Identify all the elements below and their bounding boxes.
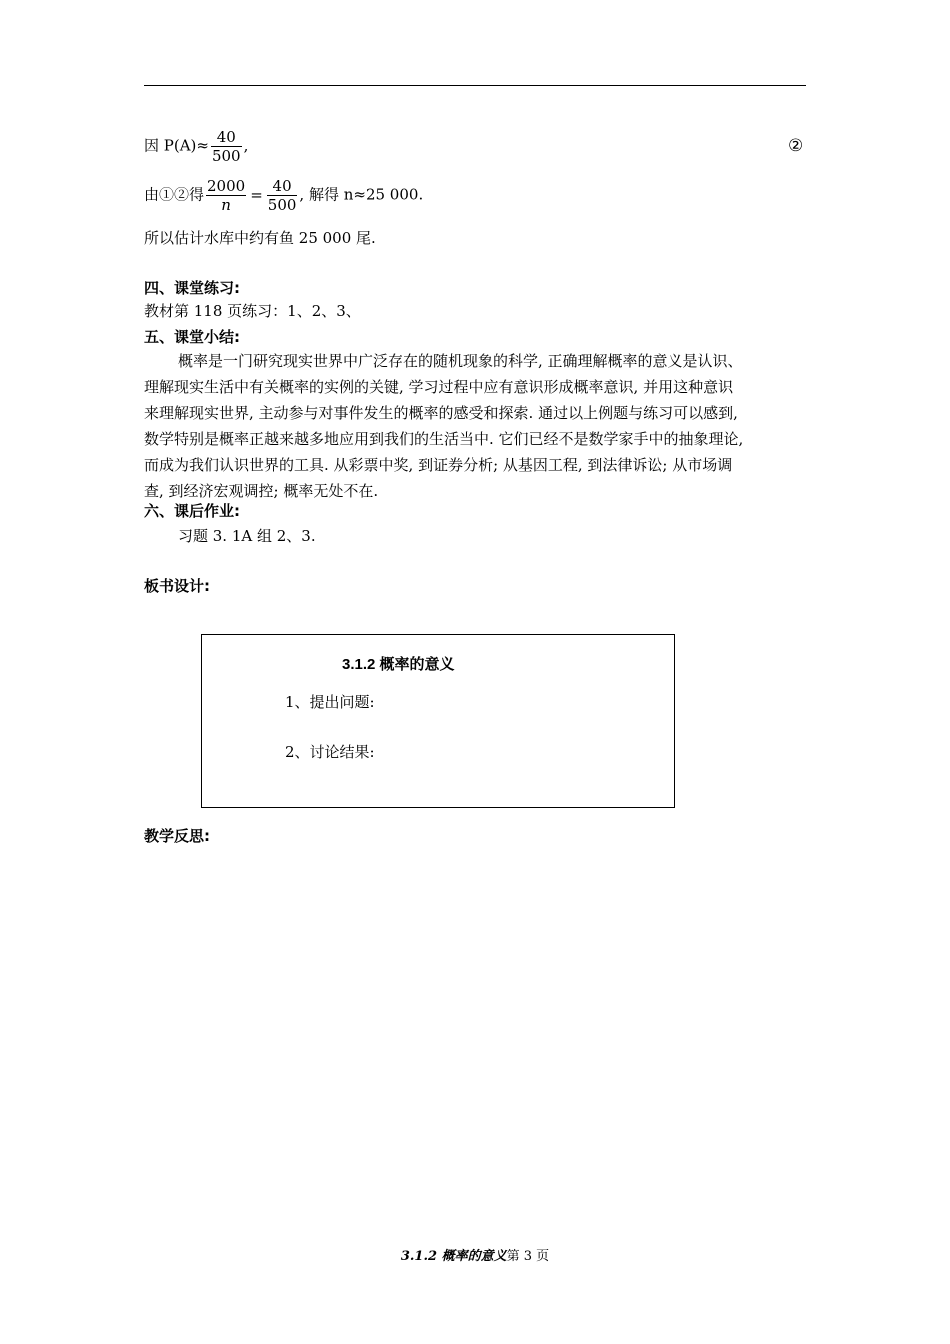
- summary-line: 理解现实生活中有关概率的实例的关键, 学习过程中应有意识形成概率意识, 并用这种意识: [144, 378, 734, 396]
- formula-line-2: [144, 177, 423, 214]
- formula-2-lead: 由①②得: [144, 185, 205, 204]
- summary-line: 而成为我们认识世界的工具. 从彩票中奖, 到证券分析; 从基因工程, 到法律诉讼; 从市场调: [144, 456, 733, 474]
- page-footer: [0, 1245, 950, 1264]
- equation-marker-2: ②: [788, 136, 804, 156]
- header-rule: [144, 85, 806, 86]
- section-4-heading: 四、课堂练习:: [144, 279, 240, 297]
- fraction-40-500: $\frac{40}{500}$: [211, 128, 241, 165]
- footer-page-number: 第 3 页: [506, 1249, 550, 1264]
- homework-text: 习题 3. 1A 组 2、3.: [178, 527, 316, 545]
- fraction-40-500-b: $\frac{40}{500}$: [267, 177, 297, 214]
- conclusion-text: 所以估计水库中约有鱼 25 000 尾.: [144, 229, 376, 247]
- section-4-text: 教材第 118 页练习：1、2、3、: [144, 302, 361, 320]
- summary-line: 数学特别是概率正越来越多地应用到我们的生活当中. 它们已经不是数学家手中的抽象理论,: [144, 430, 744, 448]
- summary-line: 查, 到经济宏观调控; 概率无处不在.: [144, 482, 379, 500]
- formula-line-1: [144, 128, 248, 165]
- summary-line: 来理解现实世界, 主动参与对事件发生的概率的感受和探索. 通过以上例题与练习可以感到,: [144, 404, 738, 422]
- equals-sign: =: [250, 185, 263, 204]
- formula-2-tail: , 解得 n≈25 000.: [299, 185, 424, 204]
- board-design-heading: 板书设计:: [144, 577, 210, 595]
- formula-1-lead: 因 P(A)≈: [144, 136, 209, 155]
- footer-title: 3.1.2 概率的意义: [400, 1249, 507, 1264]
- formula-1-tail: ,: [243, 136, 249, 155]
- section-5-heading: 五、课堂小结:: [144, 328, 240, 346]
- board-item-2: 2、讨论结果:: [285, 743, 375, 761]
- fraction-2000-n: $\frac{2000}{n}$: [207, 177, 246, 214]
- board-design-box: [201, 634, 675, 808]
- summary-line: 概率是一门研究现实世界中广泛存在的随机现象的科学, 正确理解概率的意义是认识、: [178, 352, 743, 370]
- summary-paragraph: [144, 348, 814, 504]
- section-6-heading: 六、课后作业:: [144, 502, 240, 520]
- board-title: 3.1.2 概率的意义: [342, 656, 455, 673]
- board-item-1: 1、提出问题:: [285, 693, 375, 711]
- reflection-heading: 教学反思:: [144, 827, 210, 845]
